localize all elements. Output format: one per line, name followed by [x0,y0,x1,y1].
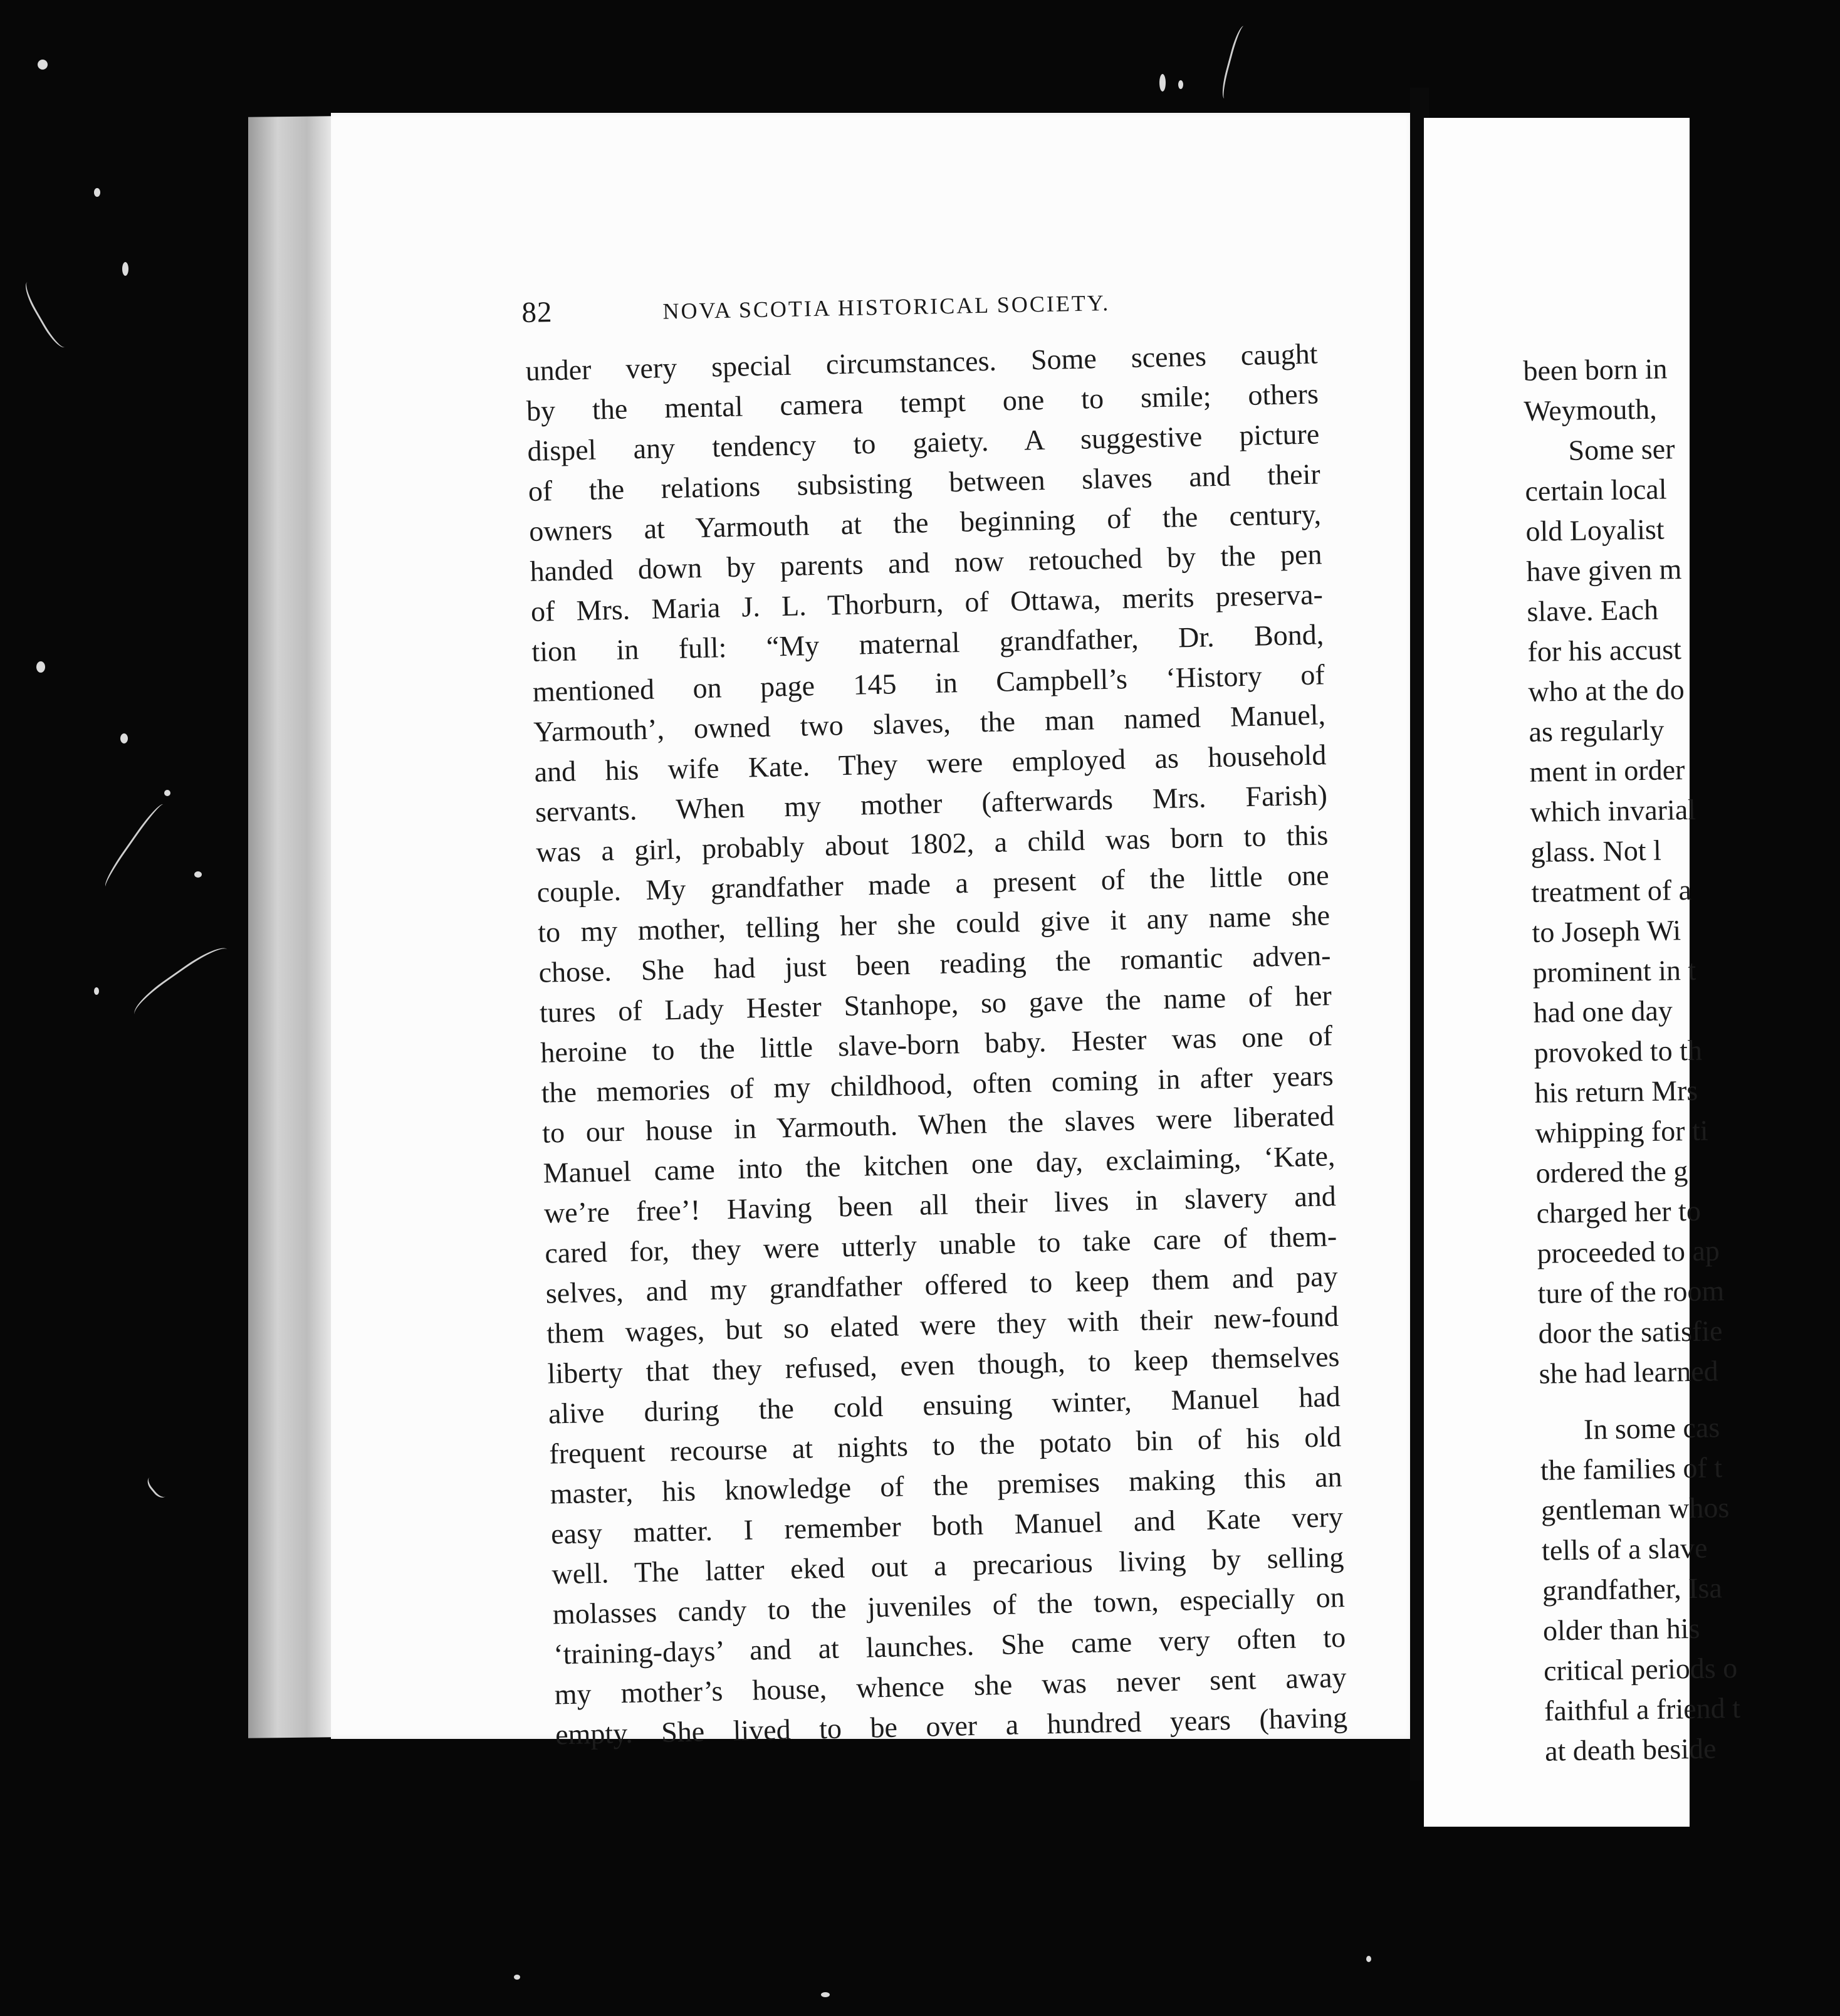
text-line: ture of the room [1537,1274,1725,1310]
text-line: critical periods o [1543,1651,1738,1687]
text-line: mentioned on page 145 in Campbell’s ‘History of [532,658,1325,708]
text-line: faithful a friend t [1544,1691,1741,1727]
text-line: for his accust [1527,633,1682,668]
text-line: heroine to the little slave-born baby. Hester was one of [540,1019,1333,1069]
text-line: of Mrs. Maria J. L. Thorburn, of Ottawa, merits preserva- [530,578,1324,627]
text-line: owners at Yarmouth at the beginning of the century, [528,498,1322,547]
text-line: door the satisfie [1538,1315,1723,1350]
right-page-body-text [1523,349,1741,1772]
text-line: to my mother, telling her she could give it any name she [537,899,1330,948]
dust-streak [101,801,170,891]
text-line: In some cas [1583,1411,1720,1446]
page-edge-strip [248,116,332,1738]
text-line: and his wife Kate. They were employed as household [534,738,1327,788]
text-line: grandfather, Isa [1542,1572,1723,1607]
header-title: NOVA SCOTIA HISTORICAL SOCIETY. [662,290,1111,324]
dust-speck [120,733,128,743]
text-line: to Joseph Wi [1532,914,1681,948]
text-line: dispel any tendency to gaiety. A suggestive picture [526,417,1320,467]
text-line: the memories of my childhood, often coming in after years [541,1059,1334,1109]
text-line: chose. She had just been reading the romantic adven- [538,939,1331,989]
dust-speck [1178,80,1183,89]
dust-speck [38,60,48,70]
text-line: cared for, they were utterly unable to take care of them- [544,1220,1337,1269]
text-line: alive during the cold ensuing winter, Manuel had [548,1380,1341,1430]
text-line: them wages, but so elated were they with their new-found [546,1300,1339,1350]
dust-speck [36,661,45,673]
text-line: old Loyalist [1525,513,1665,547]
text-line: treatment of a [1531,873,1692,908]
text-line: glass. Not l [1530,834,1662,868]
dust-speck [94,188,100,197]
text-line: ordered the g [1535,1155,1688,1189]
text-line: of the relations subsisting between slaves and their [528,458,1321,507]
text-line: easy matter. I remember both Manuel and Kate very [550,1500,1344,1550]
text-line: older than his [1542,1612,1700,1647]
dust-speck [821,1992,830,1997]
dust-speck [1159,74,1166,92]
text-line: molasses candy to the juveniles of the town, especially on [552,1580,1346,1630]
text-line: gentleman whos [1540,1491,1730,1526]
text-line: she had learned [1539,1355,1719,1390]
dust-speck [122,262,128,276]
text-line: we’re free’! Having been all their lives in slavery and [543,1180,1337,1229]
text-line: the families of t [1540,1451,1723,1486]
text-line: liberty that they refused, even though, to keep themselves [547,1340,1340,1390]
text-line: was a girl, probably about 1802, a child was born to this [535,819,1329,868]
text-line: had one day [1533,994,1673,1029]
dust-streak [144,1471,173,1501]
text-line: under very special circumstances. Some scenes caught [525,337,1318,387]
text-line: certain local [1525,473,1667,507]
text-line: as regularly [1529,713,1665,748]
dust-streak [1219,24,1252,101]
text-line: Yarmouth’, owned two slaves, the man named Manuel, [533,698,1326,748]
text-line: Manuel came into the kitchen one day, exclaiming, ‘Kate, [543,1140,1336,1189]
text-line: master, his knowledge of the premises making this an [550,1460,1343,1510]
left-page-body-text [525,333,1358,1755]
text-line: my mother’s house, whence she was never sent away [554,1661,1347,1711]
text-line: charged her to [1536,1194,1701,1229]
text-line: his return Mrs [1534,1074,1698,1109]
text-line: frequent recourse at nights to the potato bin of his old [548,1420,1342,1470]
dust-speck [514,1975,520,1980]
text-line: who at the do [1528,673,1685,708]
text-line: tion in full: “My maternal grandfather, Dr. Bond, [531,618,1324,668]
text-line: been born in [1523,352,1668,387]
text-line: ment in order [1529,753,1685,788]
dust-streak [20,276,76,351]
text-line: ‘training-days’ and at launches. She came very often to [553,1620,1346,1671]
dust-speck [194,871,202,878]
text-line: by the mental camera tempt one to smile; others [526,377,1319,427]
text-line: Some ser [1568,433,1675,466]
text-line: provoked to th [1534,1034,1703,1069]
dust-speck [164,790,170,796]
text-line: servants. When my mother (afterwards Mrs. Farish) [535,779,1328,828]
text-line: Weymouth, [1524,392,1658,427]
text-line: tures of Lady Hester Stanhope, so gave the name of her [539,979,1332,1029]
text-line: to our house in Yarmouth. When the slaves were liberated [541,1100,1335,1149]
text-line: well. The latter eked out a precarious living by selling [551,1540,1344,1590]
text-line: at death beside [1544,1732,1717,1767]
text-line: couple. My grandfather made a present of the little one [536,859,1330,908]
text-line: empty. She lived to be over a hundred years (having [555,1701,1348,1751]
text-line: tells of a slave [1541,1531,1708,1567]
text-line: have given m [1526,553,1682,587]
page-number: 82 [521,296,553,329]
text-line: slave. Each [1527,593,1659,627]
dust-speck [1366,1956,1371,1962]
text-line: proceeded to ap [1537,1234,1720,1269]
text-line: handed down by parents and now retouched by the pen [530,538,1322,587]
dust-streak [128,941,236,1027]
dust-speck [94,987,99,995]
text-line: whipping for ti [1535,1114,1708,1149]
text-line: prominent in t [1532,953,1696,989]
text-line: which invarial [1530,793,1696,828]
text-line: selves, and my grandfather offered to keep them and pay [545,1260,1339,1310]
